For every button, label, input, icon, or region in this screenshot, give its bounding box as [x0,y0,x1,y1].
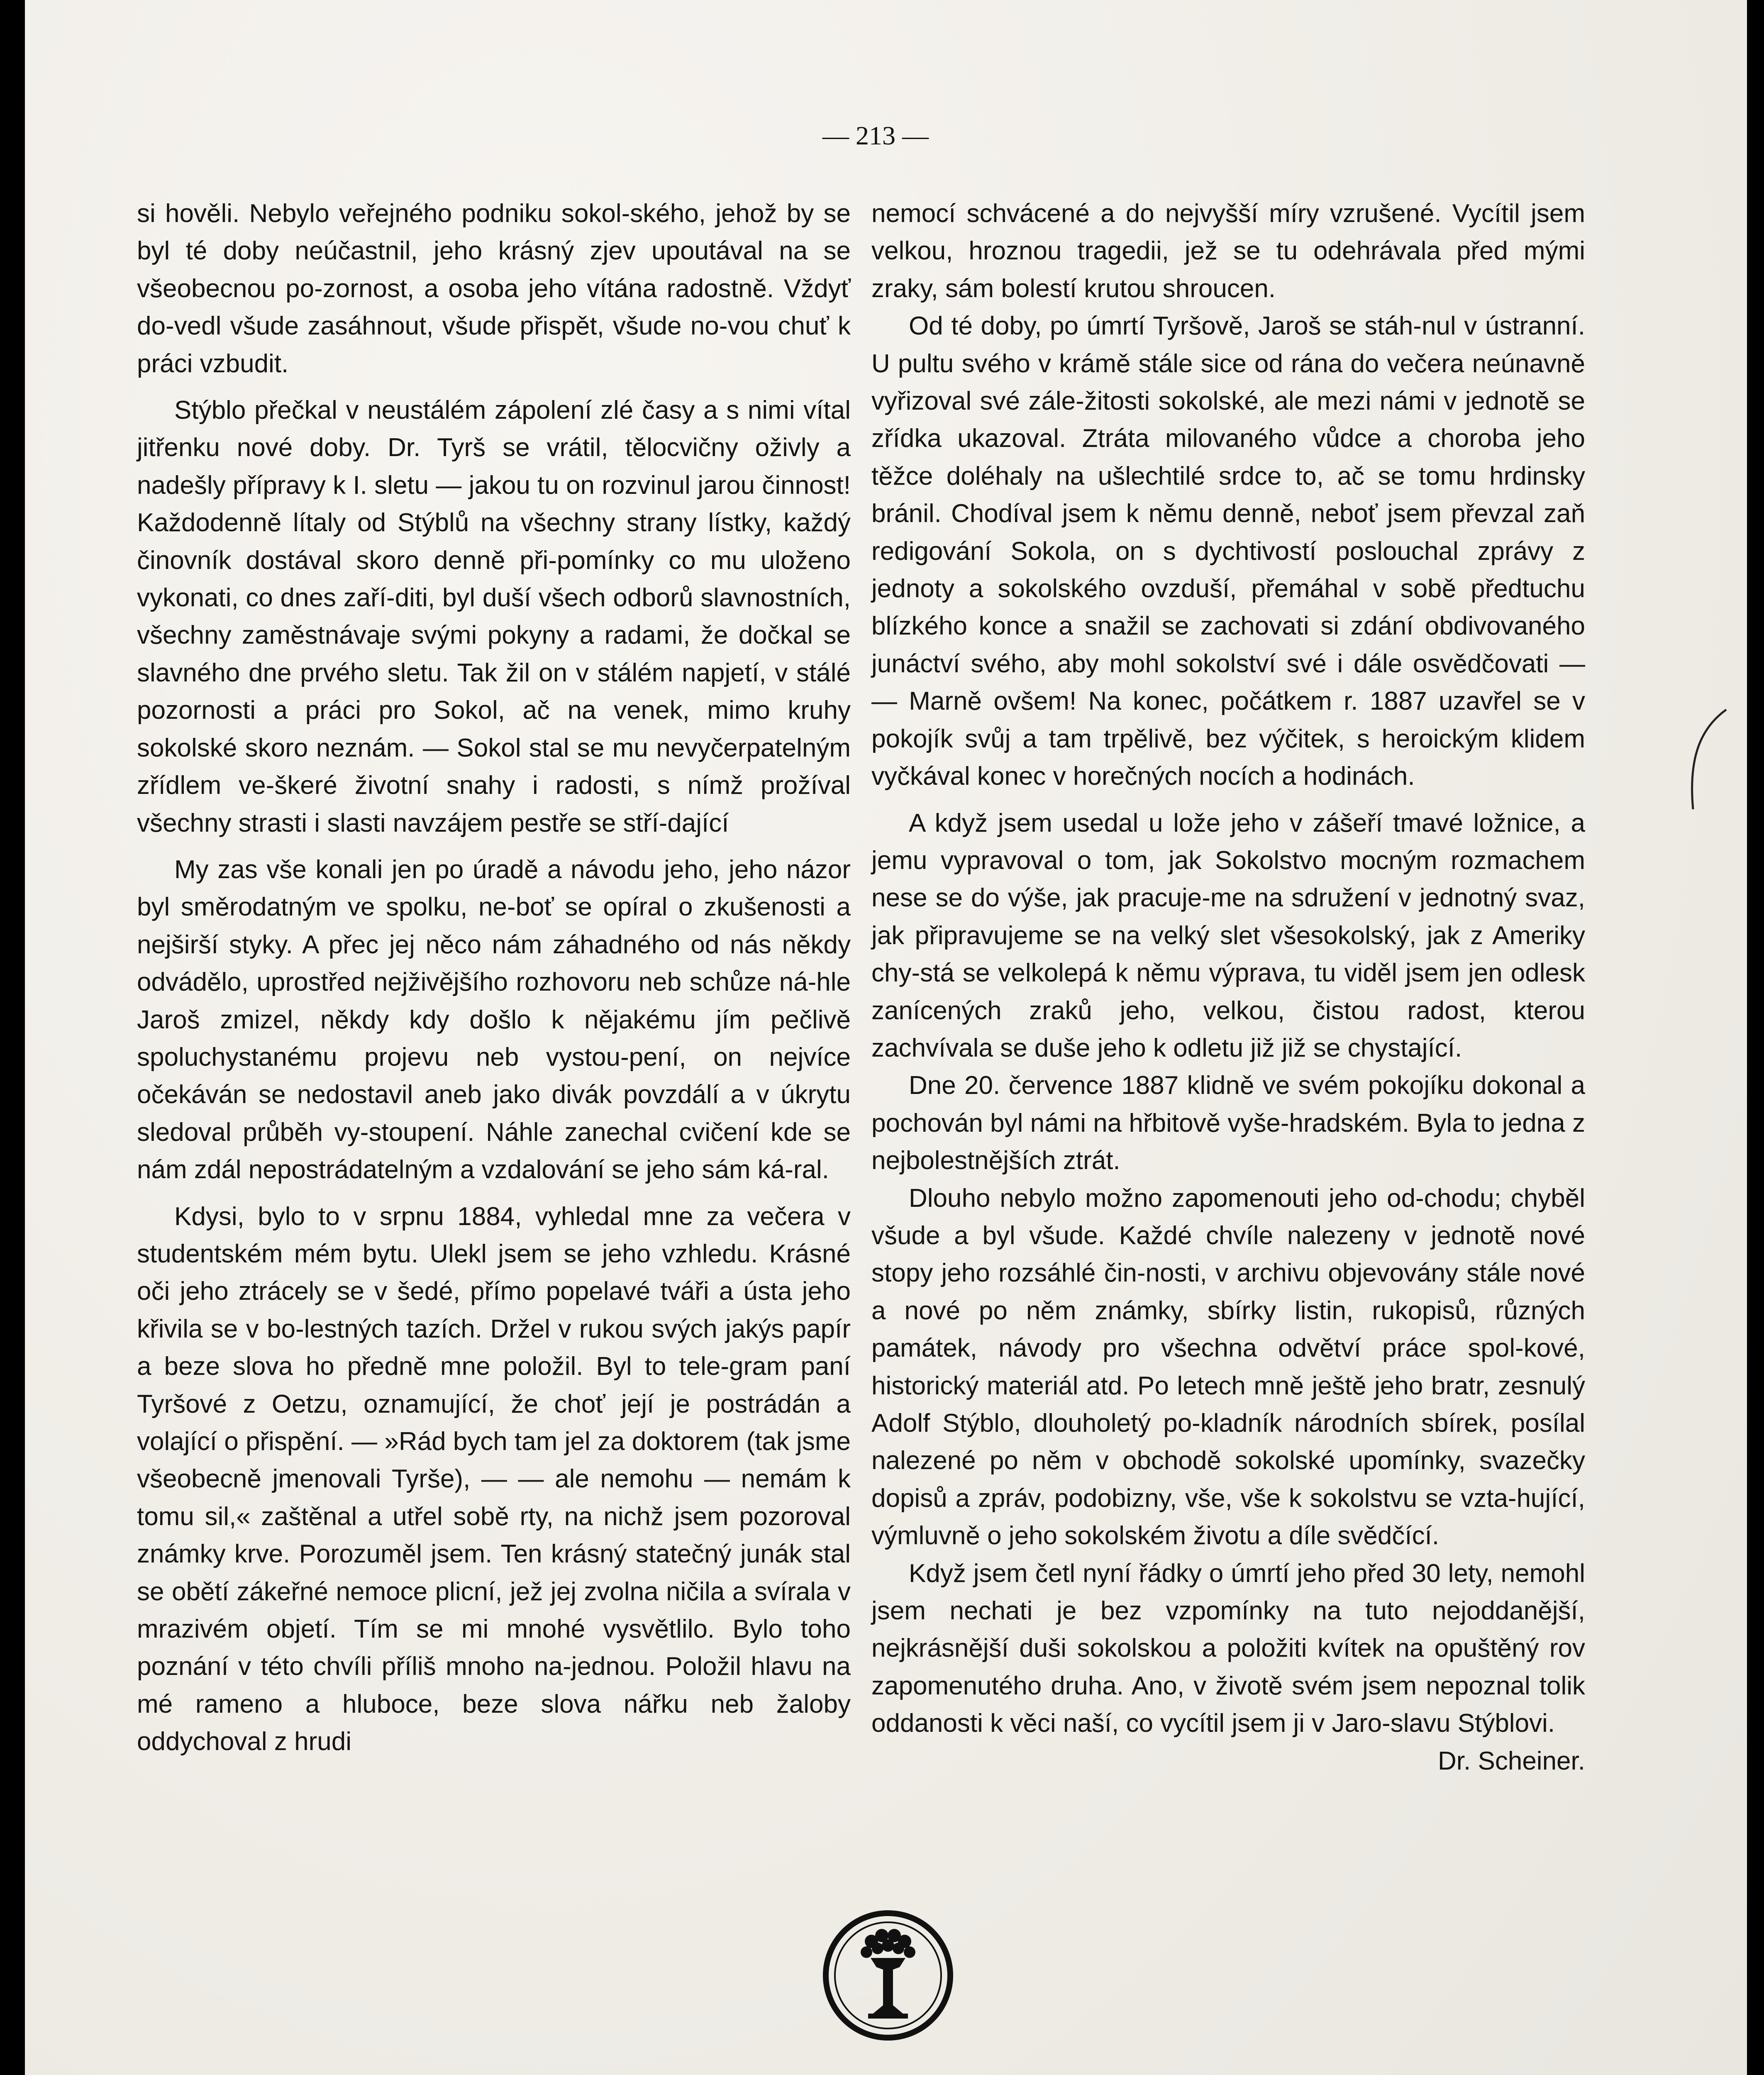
paragraph: Dlouho nebylo možno zapomenouti jeho od-chodu; chyběl všude a byl všude. Každé chvíle nalezeny v jednotě nové stopy jeho rozsáhlé čin-nosti, v archivu objevovány stále nové a nové po něm známky, sbírky listin, rukopisů, různých památek, návody pro všechna odvětví práce spol-kové, historický materiál atd. Po letech mně ještě jeho bratr, zesnulý Adolf Stýblo, dlouholetý po-kladník národních sbírek, posílal nalezené po něm v obchodě sokolské upomínky, svazečky dopisů a zpráv, podobizny, vše, vše k sokolstvu se vzta-hující, výmluvně o jeho sokolském životu a díle svědčící. [871,1184,1585,1550]
paragraph: Když jsem četl nyní řádky o úmrtí jeho před 30 lety, nemohl jsem nechati je bez vzpomínky na tuto nejoddanější, nejkrásnější duši sokolskou a položiti kvítek na opuštěný rov zapomenutého druha. Ano, v životě svém jsem nepoznal tolik oddanosti k věci naší, co vycítil jsem ji v Jaro-slavu Stýblovi. [871,1559,1585,1738]
paragraph: Stýblo přečkal v neustálém zápolení zlé časy a s nimi vítal jitřenku nové doby. Dr. Tyrš se vrátil, tělocvičny oživly a nadešly přípravy k I. sletu — jakou tu on rozvinul jarou činnost! Každodenně lítaly od Stýblů na všechny strany lístky, každý činovník dostával skoro denně při-pomínky co mu uloženo vykonati, co dnes zaří-diti, byl duší všech odborů slavnostních, všechny zaměstnávaje svými pokyny a radami, že dočkal se slavného dne prvého sletu. Tak žil on v stálém napjetí, v stálé pozornosti a práci pro Sokol, ač na venek, mimo kruhy sokolské skoro neznám. — Sokol stal se mu nevyčerpatelným zřídlem ve-škeré životní snahy i radosti, s nímž prožíval všechny strasti i slasti navzájem pestře se stří-dající [137,396,851,837]
document-page [25,0,1747,2075]
paragraph: Od té doby, po úmrtí Tyršově, Jaroš se stáh-nul v ústranní. U pultu svého v krámě stále sice od rána do večera neúnavně vyřizoval své zále-žitosti sokolské, ale mezi námi v jednotě se zřídka ukazoval. Ztráta milovaného vůdce a choroba jeho těžce doléhaly na ušlechtilé srdce to, ač se tomu hrdinsky bránil. Chodíval jsem k němu denně, neboť jsem převzal zaň redigování Sokola, on s dychtivostí poslouchal zprávy z jednoty a sokolského ovzduší, přemáhal v sobě předtuchu blízkého konce a snažil se zachovati si zdání obdivovaného junáctví svého, aby mohl sokolství své i dále osvědčovati — — Marně ovšem! Na konec, počátkem r. 1887 uzavřel se v pokojík svůj a tam trpělivě, bez výčitek, s heroickým klidem vyčkával konec v horečných nocích a hodinách. [871,312,1585,791]
signature: Dr. Scheiner. [1438,1746,1585,1775]
left-column [137,195,851,1761]
signature-line [871,1743,1585,1780]
right-column [871,195,1585,1780]
paragraph: si hověli. Nebylo veřejného podniku sokol-ského, jehož by se byl té doby neúčastnil, jeho krásný zjev upoutával na se všeobecnou po-zornost, a osoba jeho vítána radostně. Vždyť do-vedl všude zasáhnout, všude přispět, všude no-vou chuť k práci vzbudit. [137,199,851,378]
page-number: — 213 — [822,121,929,150]
paragraph: Kdysi, bylo to v srpnu 1884, vyhledal mne za večera v studentském mém bytu. Ulekl jsem se jeho vzhledu. Krásné oči jeho ztrácely se v šedé, přímo popelavé tváři a ústa jeho křivila se v bo-lestných tazích. Držel v rukou svých jakýs papír a beze slova ho předně mne položil. Byl to tele-gram paní Tyršové z Oetzu, oznamující, že choť její je postrádán a volající o přispění. — »Rád bych tam jel za doktorem (tak jsme všeobecně jmenovali Tyrše), — — ale nemohu — nemám k tomu sil,« zaštěnal a utřel sobě rty, na nichž jsem pozoroval známky krve. Porozuměl jsem. Ten krásný statečný junák stal se obětí zákeřné nemoce plicní, jež jej zvolna ničila a svírala v mrazivém objetí. Tím se mi mnohé vysvětlilo. Bylo toho poznání v této chvíli příliš mnoho na-jednou. Položil hlavu na mé rameno a hluboce, beze slova nářku neb žaloby oddychoval z hrudi [137,1202,851,1756]
paragraph: nemocí schvácené a do nejvyšší míry vzrušené. Vycítil jsem velkou, hroznou tragedii, jež se tu odehrávala před mými zraky, sám bolestí krutou shroucen. [871,199,1585,303]
vase-emblem-icon [822,1909,954,2042]
margin-mark-icon [1681,706,1730,813]
paragraph: A když jsem usedal u lože jeho v zášeří tmavé ložnice, a jemu vypravoval o tom, jak Sokolstvo mocným rozmachem nese se do výše, jak pracuje-me na sdružení v jednotný svaz, jak připravujeme se na velký slet všesokolský, jak z Ameriky chy-stá se velkolepá k němu výprava, tu viděl jsem jen odlesk zanícených zraků jeho, velkou, čistou radost, kterou zachvívala se duše jeho k odletu již již se chystající. [871,808,1585,1062]
paragraph: Dne 20. července 1887 klidně ve svém pokojíku dokonal a pochován byl námi na hřbitově vyše-hradském. Byla to jedna z nejbolestnějších ztrát. [871,1071,1585,1175]
paragraph: My zas vše konali jen po úradě a návodu jeho, jeho názor byl směrodatným ve spolku, ne-boť se opíral o zkušenosti a nejširší styky. A přec jej něco nám záhadného od nás někdy odvádělo, uprostřed nejživějšího rozhovoru neb schůze ná-hle Jaroš zmizel, někdy kdy došlo k nějakému jím pečlivě spoluchystanému projevu neb vystou-pení, on nejvíce očekáván se nedostavil aneb jako divák povzdálí a v úkrytu sledoval průběh vy-stoupení. Náhle zanechal cvičení kde se nám zdál nepostrádatelným a vzdalování se jeho sám ká-ral. [137,855,851,1184]
